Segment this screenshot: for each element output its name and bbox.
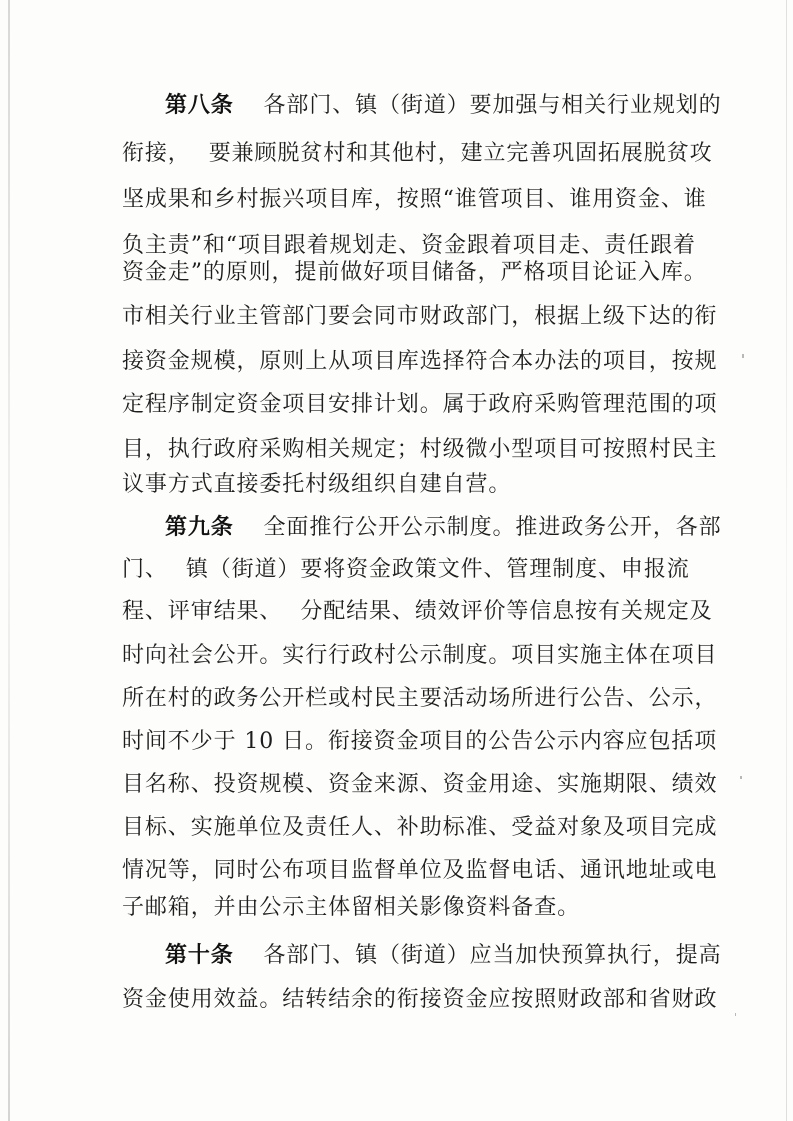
article-10-text-2: 资金使用效益。结转结余的衔接资金应按照财政部和省财政	[122, 987, 718, 1012]
article-9-text-2b: 镇（街道）要将资金政策文件、管理制度、申报流	[185, 557, 690, 582]
article-9-text-2a: 门、	[122, 557, 168, 582]
article-9-text-5: 所在村的政务公开栏或村民主要活动场所进行公告、公示，	[122, 686, 718, 711]
article-8-text-2b: 要兼顾脱贫村和其他村，建立完善巩固拓展脱贫攻	[208, 141, 713, 166]
article-8-label: 第八条	[165, 92, 234, 118]
article-9-text-3b: 分配结果、绩效评价等信息按有关规定及	[300, 599, 713, 624]
article-8-text-5: 资金走”的原则，提前做好项目储备，严格项目论证入库。	[122, 260, 707, 285]
article-9-text-1: 全面推行公开公示制度。推进政务公开，各部	[263, 515, 722, 540]
article-9-text-8: 目标、实施单位及责任人、补助标准、受益对象及项目完成	[122, 815, 718, 840]
article-9-line-8	[122, 813, 718, 843]
article-8-text-6: 市相关行业主管部门要会同市财政部门，根据上级下达的衔	[122, 304, 718, 329]
scan-dot	[740, 776, 742, 779]
article-9-text-10: 子邮箱，并由公示主体留相关影像资料备查。	[122, 895, 581, 920]
article-10-line-1	[165, 940, 722, 970]
article-10-label: 第十条	[165, 942, 234, 968]
article-9-text-6: 时间不少于 10 日。衔接资金项目的公告公示内容应包括项	[122, 729, 718, 754]
article-8-line-1	[165, 90, 722, 120]
scan-edge-left	[8, 0, 10, 1121]
article-8-line-4	[122, 231, 702, 261]
article-9-line-3	[122, 597, 713, 627]
article-8-line-8	[122, 390, 718, 420]
scan-dot	[735, 1013, 736, 1016]
article-9-line-9	[122, 856, 718, 886]
article-9-line-4	[122, 641, 718, 671]
article-8-text-3: 坚成果和乡村振兴项目库，按照“谁管项目、谁用资金、谁	[122, 187, 707, 212]
article-8-text-7: 接资金规模，原则上从项目库选择符合本办法的项目，按规	[122, 349, 718, 374]
article-8-text-10: 议事方式直接委托村级组织自建自营。	[122, 472, 512, 497]
article-9-line-5	[122, 684, 718, 714]
article-8-line-5	[122, 258, 707, 288]
article-8-text-2a: 衔接，	[122, 141, 191, 166]
article-10-text-1: 各部门、镇（街道）应当加快预算执行，提高	[263, 943, 722, 968]
article-9-label: 第九条	[165, 514, 234, 540]
article-9-text-7: 目名称、投资规模、资金来源、资金用途、实施期限、绩效	[122, 772, 718, 797]
scan-edge-right	[786, 0, 787, 1121]
article-8-line-10	[122, 470, 702, 500]
article-8-line-6	[122, 302, 718, 332]
article-8-text-8: 定程序制定资金项目安排计划。属于政府采购管理范围的项	[122, 392, 718, 417]
article-9-line-2	[122, 555, 702, 585]
article-8-text-1: 各部门、镇（街道）要加强与相关行业规划的	[263, 93, 722, 118]
article-10-line-2	[122, 985, 718, 1015]
article-8-text-9: 目，执行政府采购相关规定；村级微小型项目可按照村民主	[122, 437, 718, 462]
article-8-line-9	[122, 435, 718, 465]
article-8-text-4: 负主责”和“项目跟着规划走、资金跟着项目走、责任跟着	[122, 233, 696, 258]
scan-dot	[742, 354, 744, 358]
article-9-line-7	[122, 770, 718, 800]
article-9-line-1	[165, 512, 722, 542]
article-8-line-2	[122, 139, 713, 169]
article-8-line-3	[122, 185, 707, 215]
article-9-text-9: 情况等，同时公布项目监督单位及监督电话、通讯地址或电	[122, 858, 718, 883]
article-9-line-10	[122, 893, 702, 923]
article-9-line-6	[122, 727, 718, 757]
article-9-text-4: 时向社会公开。实行行政村公示制度。项目实施主体在项目	[122, 643, 718, 668]
article-9-text-3a: 程、评审结果、	[122, 599, 283, 624]
article-8-line-7	[122, 347, 718, 377]
